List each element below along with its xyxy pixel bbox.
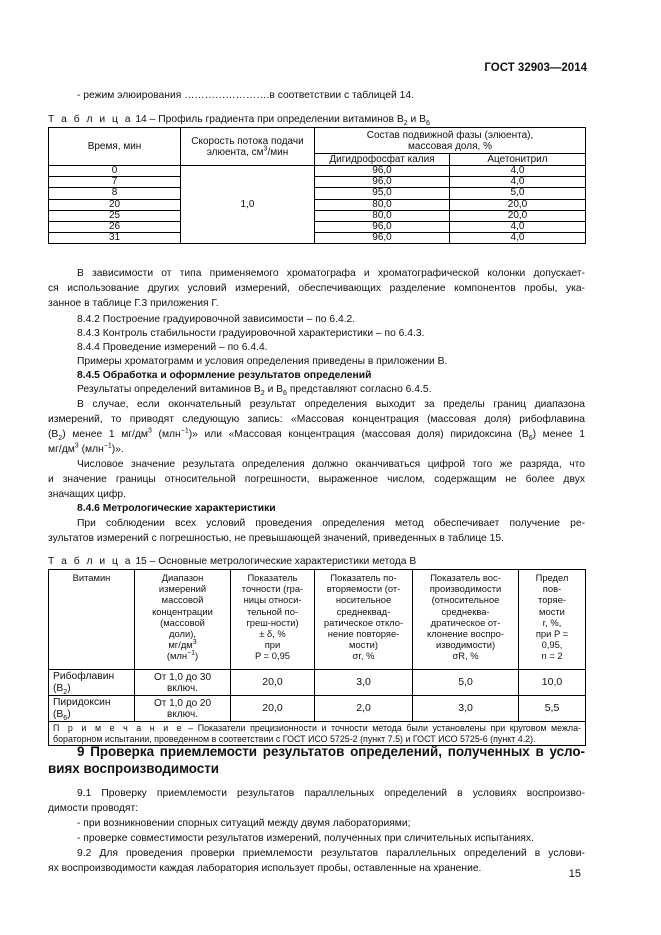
table14-acn: 4,0	[450, 166, 586, 177]
table15-limit: 10,0	[519, 670, 586, 696]
table14-phosphate: 80,0	[315, 210, 450, 221]
table14-flow-value: 1,0	[181, 199, 315, 210]
h-lim-4: r, %,	[542, 616, 562, 628]
p2-l4p: 3	[74, 442, 79, 450]
h-range-4: (массовой	[160, 616, 205, 628]
results-line	[77, 383, 431, 396]
table15-range	[135, 696, 231, 722]
table14-phosphate: 96,0	[315, 166, 450, 177]
table15-header-accuracy	[231, 570, 315, 670]
results-s2: 6	[283, 390, 287, 398]
p2-l4m: −1	[103, 442, 112, 450]
table14-phosphate: 95,0	[315, 188, 450, 199]
vitamin-name: Пиридоксин	[53, 696, 111, 708]
h-range-6: мг/дм	[168, 639, 193, 651]
results-b: и B	[264, 384, 284, 395]
table14-time: 31	[49, 233, 181, 244]
p2-l3e: ) менее 1	[532, 429, 585, 440]
h-repro-7: σR, %	[452, 650, 479, 662]
h-acc-0: Показатель	[247, 572, 298, 583]
table15-accuracy: 20,0	[231, 670, 315, 696]
table15-repeatability: 3,0	[315, 670, 413, 696]
results-s1: 2	[260, 390, 265, 398]
h-lim-1: пов-	[542, 583, 562, 595]
h-rep-2: носительное	[335, 594, 392, 606]
table14-flow-empty	[181, 188, 315, 199]
table15-caption-label: Т а б л и ц а	[48, 556, 133, 567]
table-row	[49, 177, 586, 188]
p2-l3s2: 6	[528, 435, 533, 443]
table14-header-flow-b: /мин	[267, 146, 289, 158]
table14-header-flow	[181, 128, 315, 166]
h-acc-6: при	[264, 639, 281, 651]
h-repro-3: среднеква-	[441, 605, 490, 617]
table14-caption	[48, 114, 430, 128]
table15-caption	[48, 556, 416, 567]
table14-phosphate: 96,0	[315, 233, 450, 244]
table15-vitamin: Пиридоксин $(B_6)$	[49, 696, 135, 722]
p2-l3c: (млн	[151, 429, 181, 440]
table14	[48, 127, 586, 244]
table14-phosphate: 96,0	[315, 177, 450, 188]
h-range-7: (млн	[166, 650, 188, 662]
h-lim-5: при P =	[535, 628, 569, 640]
table15	[48, 569, 586, 746]
table14-flow-empty	[181, 221, 315, 232]
h-lim-0: Предел	[535, 572, 569, 583]
table14-caption-and: и B	[407, 114, 426, 125]
table15-repeatability: 2,0	[315, 696, 413, 722]
para-92-l1: 9.2 Для проведения проверки приемлемости результатов параллельных определений в услови-	[77, 848, 585, 859]
para-hplc-l1: В зависимости от типа применяемого хроматографа и хроматографической колонки допускает-	[77, 268, 585, 279]
table15-header-reproducibility	[413, 570, 519, 670]
table15-vitamin: Рибофлавин $(B_2)$	[49, 670, 135, 696]
h-acc-5: ± δ, %	[259, 628, 286, 640]
table14-flow-empty	[181, 177, 315, 188]
table-row	[49, 221, 586, 232]
p2-l3d: )» или «Массовая концентрация (массовая доля) пиридоксина (B	[188, 429, 529, 440]
p2-l3p: 3	[148, 427, 152, 435]
table14-phosphate: 80,0	[315, 199, 450, 210]
range-2: включ.	[167, 708, 198, 720]
table14-header-flow-a: Скорость потока подачи элюента, см	[191, 135, 304, 158]
h-acc-4: греш-ности)	[246, 616, 299, 628]
table14-acn: 4,0	[450, 233, 586, 244]
h-repro-2: (относительное	[431, 594, 500, 606]
table15-reproducibility: 5,0	[413, 670, 519, 696]
h-acc-1: точности (гра-	[241, 583, 304, 595]
results-a: Результаты определений витаминов B	[77, 384, 261, 395]
para-hplc-l2: ся использование других условий измерений, обеспечивающих разделение компонентов пробы, ука-	[48, 283, 585, 294]
table14-time: 25	[49, 210, 181, 221]
p2-l3m: −1	[180, 427, 189, 435]
examples-line: Примеры хроматограмм и условия определения приведены в приложении В.	[77, 356, 448, 367]
h-lim-3: мости	[539, 605, 565, 617]
note-label: П р и м е ч а н и е	[53, 723, 184, 733]
standard-header: ГОСТ 32903—2014	[484, 62, 587, 74]
para-digits-l3: значащих цифр.	[48, 489, 126, 500]
table14-flow-empty	[181, 210, 315, 221]
table14-time: 20	[49, 199, 181, 210]
vitamin-sub: 2	[63, 688, 68, 696]
section-842: 8.4.2 Построение градуировочной зависимости – по 6.4.2.	[77, 314, 356, 325]
table14-header-acetonitrile: Ацетонитрил	[450, 154, 586, 166]
h-repro-5: клонение воспро-	[426, 628, 505, 640]
para-range-l2: измерений, то приводят следующую запись: «Массовая концентрация (массовая доля) рибофлавина	[48, 414, 585, 425]
table-row	[49, 166, 586, 177]
h-acc-7: P = 0,95	[254, 650, 290, 662]
vitamin-name: Рибофлавин	[53, 670, 115, 682]
note-text: – Показатели прецизионности и точности метода были установлены при круговом межла-бораторном испытании, проведенном в соответствии с ГОСТ ИСО 5725-2 (пункт 7.5) и ГОСТ ИСО 5725-6 (пункт 4.2).	[53, 723, 582, 744]
range-1: От 1,0 до 30	[153, 671, 212, 683]
h-repro-1: производимости	[429, 583, 502, 595]
h-lim-2: торяе-	[538, 594, 566, 606]
table14-header-phase: Состав подвижной фазы (элюента), массовая доля, %	[315, 128, 586, 154]
para-range-l4	[48, 443, 124, 456]
h-range-0: Диапазон	[161, 572, 204, 583]
table-row	[49, 670, 586, 696]
h-repro-6: изводимости)	[435, 639, 496, 651]
range-1: От 1,0 до 20	[153, 697, 212, 709]
h-range-sup: 3	[192, 639, 197, 647]
bullet-disputes: - при возникновении спорных ситуаций между двумя лабораториями;	[77, 818, 411, 829]
h-rep-1: вторяемости (от-	[326, 583, 401, 595]
table14-flow-empty	[181, 233, 315, 244]
h-range-m: −1	[187, 650, 196, 658]
p2-l3b: ) менее 1 мг/дм	[62, 429, 148, 440]
para-range-l3	[48, 428, 585, 441]
table14-phosphate: 96,0	[315, 221, 450, 232]
range-2: включ.	[167, 682, 198, 694]
table-row	[49, 210, 586, 221]
table-row	[49, 199, 586, 210]
section9-title-l2: виях воспроизводимости	[48, 761, 220, 776]
h-range-1: измерений	[158, 583, 207, 595]
p2-l4c: )».	[111, 444, 124, 455]
table14-caption-label: Т а б л и ц а	[48, 114, 133, 125]
h-range-2: массовой	[161, 594, 204, 606]
para-digits-l1: Числовое значение результата определения должно оканчиваться цифрой того же разряда, что	[77, 459, 585, 470]
h-rep-0: Показатель по-	[330, 572, 397, 583]
h-lim-7: n = 2	[541, 650, 563, 662]
h-acc-2: ницы относи-	[243, 594, 302, 606]
h-range-3: концентрации	[152, 605, 213, 617]
table14-caption-text: 14 – Профиль градиента при определении витаминов B	[132, 114, 404, 125]
page-number: 15	[568, 868, 581, 880]
section-846-title: 8.4.6 Метрологические характеристики	[77, 503, 276, 514]
h-repro-4: дратическое от-	[430, 616, 501, 628]
table14-time: 7	[49, 177, 181, 188]
table14-header-phosphate: Дигидрофосфат калия	[315, 154, 450, 166]
table14-acn: 20,0	[450, 199, 586, 210]
p2-l4b: (млн	[78, 444, 104, 455]
table-row	[49, 696, 586, 722]
table14-caption-sub1: 2	[403, 120, 408, 128]
section-845-title: 8.4.5 Обработка и оформление результатов определений	[77, 370, 372, 381]
p2-l3s: 2	[58, 435, 63, 443]
table15-accuracy: 20,0	[231, 696, 315, 722]
para-range-l1: В случае, если окончательный результат определения выходит за пределы границ диапазона	[77, 399, 585, 410]
table14-caption-sub2: 6	[425, 120, 430, 128]
para-91-l1: 9.1 Проверку приемлемости результатов параллельных определений в условиях воспроизво-	[77, 788, 585, 799]
table-row	[49, 188, 586, 199]
h-rep-7: σr, %	[352, 650, 375, 662]
para-metro-l1: При соблюдении всех условий проведения определения метод обеспечивает получение ре-	[77, 518, 585, 529]
table15-limit: 5,5	[519, 696, 586, 722]
h-range-8: )	[195, 650, 199, 662]
elution-line: - режим элюирования …………………….в соответствии с таблицей 14.	[77, 90, 414, 101]
para-92-l2: ях воспроизводимости каждая лаборатория использует пробы, оставленные на хранение.	[48, 863, 482, 874]
table14-header-flow-sup: 3	[263, 145, 268, 153]
table14-acn: 4,0	[450, 177, 586, 188]
table-row	[49, 233, 586, 244]
para-91-l2: димости проводят:	[48, 803, 139, 814]
h-rep-4: ратическое откло-	[323, 616, 404, 628]
table14-header-time: Время, мин	[49, 128, 181, 166]
table-row	[49, 722, 586, 746]
vitamin-sub: 6	[63, 714, 68, 722]
h-repro-0: Показатель вос-	[430, 572, 501, 583]
table14-flow-empty	[181, 166, 315, 177]
section9-title-l1: 9 Проверка приемлемости результатов определений, полученных в усло-	[77, 744, 585, 759]
section-843: 8.4.3 Контроль стабильности градуировочной характеристики – по 6.4.3.	[77, 328, 425, 339]
table15-caption-text: 15 – Основные метрологические характеристики метода В	[132, 556, 417, 567]
section-844: 8.4.4 Проведение измерений – по 6.4.4.	[77, 342, 268, 353]
table14-time: 8	[49, 188, 181, 199]
p2-l3a: (B	[48, 429, 59, 440]
p2-l4a: мг/дм	[48, 444, 75, 455]
results-c: представляют согласно 6.4.5.	[286, 384, 432, 395]
table15-header-repeatability	[315, 570, 413, 670]
table15-note	[49, 722, 586, 746]
h-acc-3: тельной по-	[246, 605, 299, 617]
table14-acn: 5,0	[450, 188, 586, 199]
table15-header-range	[135, 570, 231, 670]
para-metro-l2: зультатов измерений с погрешностью, не превышающей значений, приведенных в таблице 15.	[48, 533, 504, 544]
h-lim-6: 0,95,	[541, 639, 563, 651]
table14-acn: 20,0	[450, 210, 586, 221]
table15-header-limit	[519, 570, 586, 670]
h-rep-6: мости)	[349, 639, 378, 651]
table15-reproducibility: 3,0	[413, 696, 519, 722]
table14-time: 26	[49, 221, 181, 232]
table14-time: 0	[49, 166, 181, 177]
h-rep-5: нение повторяе-	[327, 628, 400, 640]
h-rep-3: среднеквад-	[336, 605, 391, 617]
table14-acn: 4,0	[450, 221, 586, 232]
para-hplc-l3: занное в таблице Г.3 приложения Г.	[48, 298, 219, 309]
table15-range	[135, 670, 231, 696]
table15-header-vitamin: Витамин	[49, 570, 135, 670]
para-digits-l2: и значение границы относительной погрешности, выраженное числом, содержащим не более двух	[48, 474, 585, 485]
bullet-compatibility: - проверке совместимости результатов измерений, полученных при сличительных испытаниях.	[77, 833, 534, 844]
h-range-5: доли),	[169, 628, 196, 640]
